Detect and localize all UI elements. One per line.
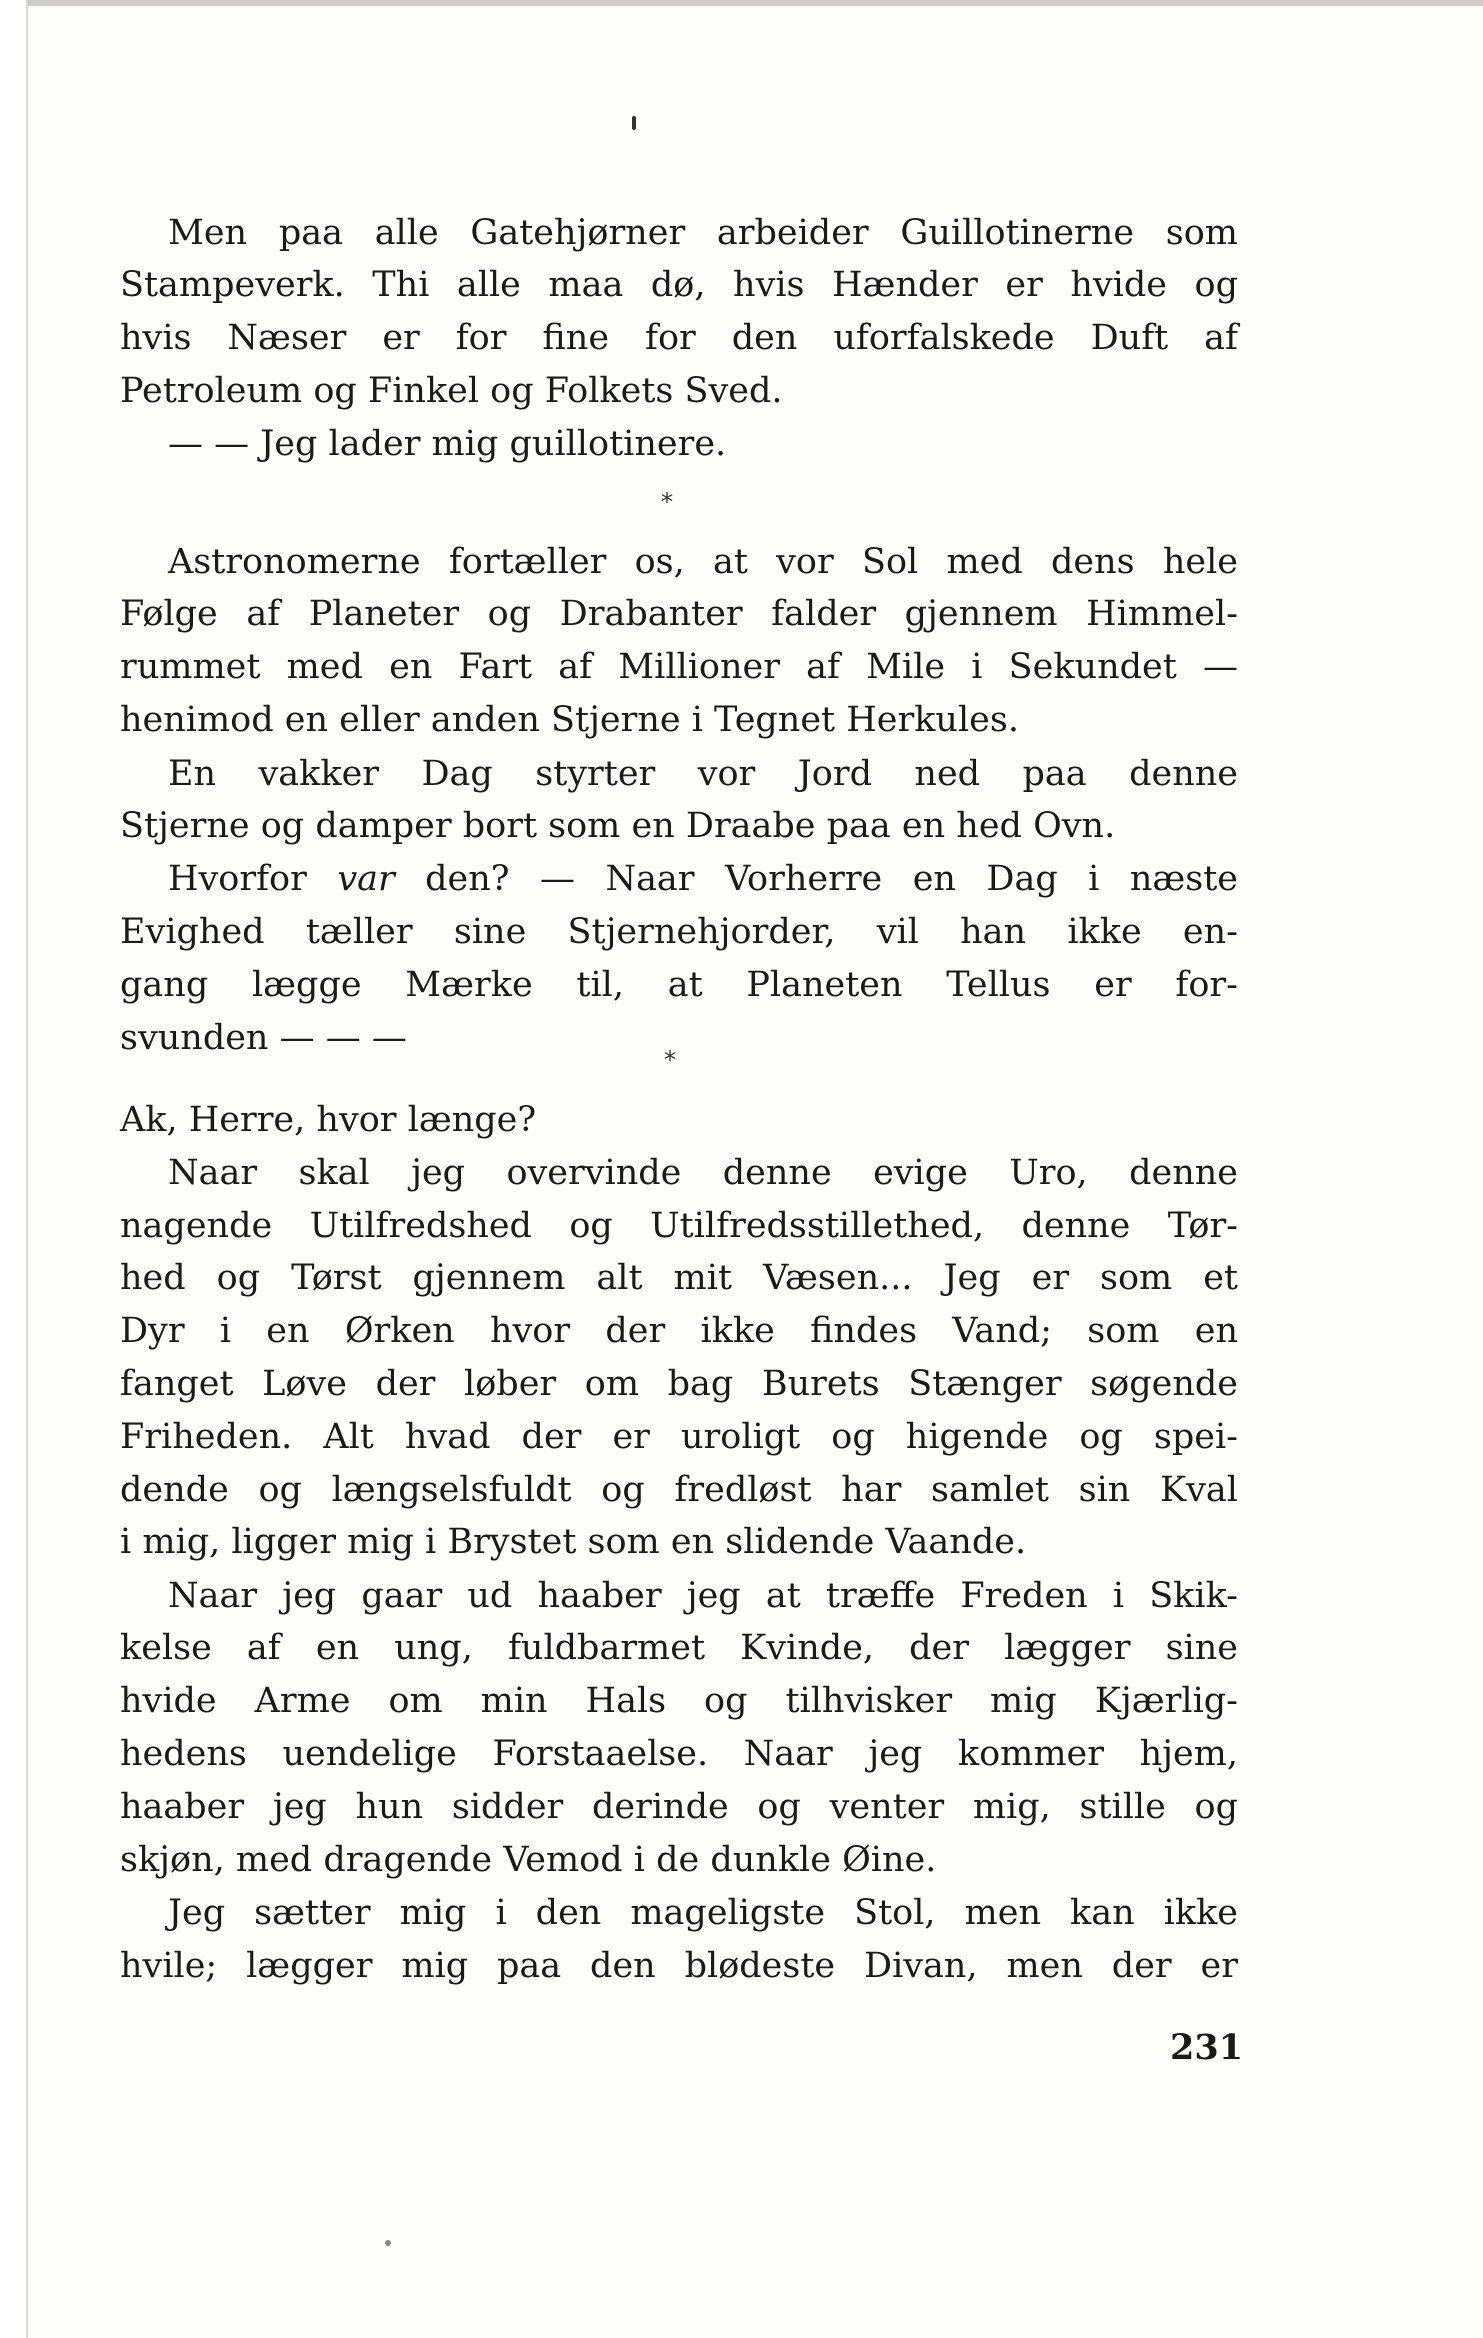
text-line: Men paa alle Gatehjørner arbeider Guillotinerne som: [168, 213, 1238, 253]
text-line: fanget Løve der løber om bag Burets Stænger søgende: [120, 1364, 1238, 1404]
text-line: Stjerne og damper bort som en Draabe paa en hed Ovn.: [120, 806, 1116, 846]
text-line: Jeg sætter mig i den mageligste Stol, men kan ikke: [168, 1893, 1238, 1933]
text-line: Følge af Planeter og Drabanter falder gjennem Himmel-: [120, 594, 1238, 634]
section-separator: *: [664, 1046, 676, 1074]
text-line: En vakker Dag styrter vor Jord ned paa denne: [168, 754, 1238, 794]
text-line: Petroleum og Finkel og Folkets Sved.: [120, 371, 783, 411]
text-line: hvile; lægger mig paa den blødeste Divan, men der er: [120, 1946, 1238, 1986]
print-mark: [632, 116, 636, 130]
text-line: hvis Næser er for fine for den uforfalskede Duft af: [120, 318, 1238, 358]
text-line: Ak, Herre, hvor længe?: [120, 1100, 537, 1140]
page-number: 231: [1170, 2027, 1244, 2068]
text-line: — — Jeg lader mig guillotinere.: [168, 424, 727, 464]
section-separator: *: [661, 488, 673, 516]
text-line: i mig, ligger mig i Brystet som en slidende Vaande.: [120, 1522, 1027, 1562]
text-line: skjøn, med dragende Vemod i de dunkle Øine.: [120, 1840, 937, 1880]
italic-word: var: [337, 859, 395, 899]
text-line: rummet med en Fart af Millioner af Mile i Sekundet —: [120, 647, 1238, 687]
text-line-with-italic: [168, 859, 1238, 899]
text-line: Friheden. Alt hvad der er uroligt og higende og spei-: [120, 1417, 1238, 1457]
text-line: Dyr i en Ørken hvor der ikke findes Vand; som en: [120, 1311, 1238, 1351]
text-line: kelse af en ung, fuldbarmet Kvinde, der lægger sine: [120, 1628, 1238, 1668]
text-line: svunden — — —: [120, 1018, 407, 1058]
text-run: den? — Naar Vorherre en Dag i næste: [394, 859, 1239, 899]
text-line: hedens uendelige Forstaaelse. Naar jeg kommer hjem,: [120, 1734, 1238, 1774]
text-line: Naar jeg gaar ud haaber jeg at træffe Freden i Skik-: [168, 1576, 1238, 1616]
text-line: henimod en eller anden Stjerne i Tegnet Herkules.: [120, 700, 1019, 740]
text-line: haaber jeg hun sidder derinde og venter mig, stille og: [120, 1787, 1238, 1827]
paper-speck: [385, 2240, 391, 2246]
text-line: gang lægge Mærke til, at Planeten Tellus er for-: [120, 965, 1238, 1005]
text-line: hvide Arme om min Hals og tilhvisker mig Kjærlig-: [120, 1681, 1238, 1721]
text-line: Naar skal jeg overvinde denne evige Uro, denne: [168, 1153, 1238, 1193]
page-top-edge: [0, 0, 1483, 6]
text-line: Astronomerne fortæller os, at vor Sol med dens hele: [168, 542, 1238, 582]
text-run: Hvorfor: [168, 859, 338, 899]
text-line: Stampeverk. Thi alle maa dø, hvis Hænder er hvide og: [120, 265, 1238, 305]
text-line: hed og Tørst gjennem alt mit Væsen... Jeg er som et: [120, 1258, 1238, 1298]
text-line: dende og længselsfuldt og fredløst har samlet sin Kval: [120, 1470, 1238, 1510]
page-left-edge: [0, 0, 28, 2338]
text-line: nagende Utilfredshed og Utilfredsstillethed, denne Tør-: [120, 1206, 1238, 1246]
text-line: Evighed tæller sine Stjernehjorder, vil han ikke en-: [120, 912, 1238, 952]
